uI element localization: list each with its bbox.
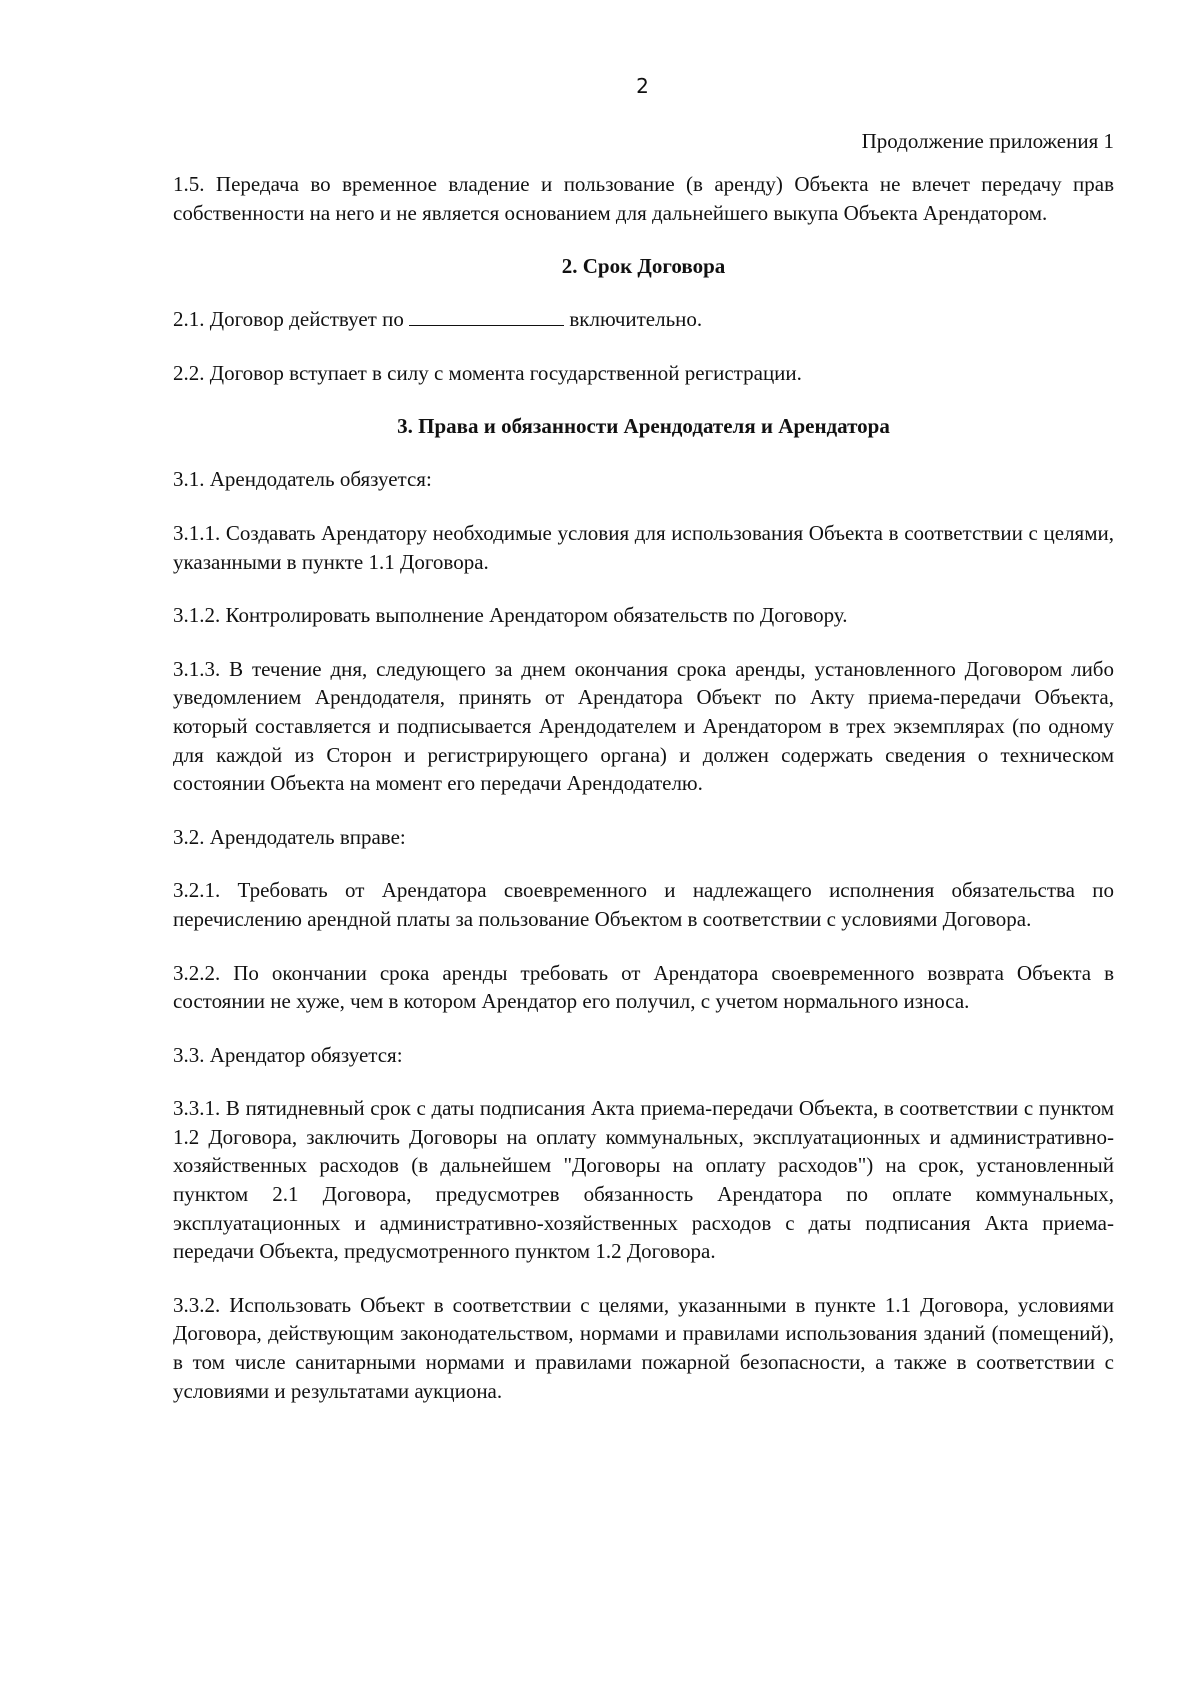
clause-3-2: 3.2. Арендодатель вправе: — [173, 824, 406, 849]
clause-3-1-1: 3.1.1. Создавать Арендатору необходимые условия для использования Объекта в соответствии с целями, указанными в пункте 1.1 Договора. — [173, 520, 1114, 574]
page-number: 2 — [636, 74, 649, 98]
clause-3-3-1: 3.3.1. В пятидневный срок с даты подписания Акта приема-передачи Объекта, в соответствии с пунктом 1.2 Договора, заключить Договоры на оплату коммунальных, эксплуатационных и административно-хозяйственных расходов (в дальнейшем "Договоры на оплату расходов") на срок, установленный пунктом 2.1 Договора, предусмотрев обязанность Арендатора по оплате коммунальных, эксплуатационных и административно-хозяйственных расходов с даты подписания Акта приема-передачи Объекта, предусмотренного пунктом 1.2 Договора. — [173, 1096, 1114, 1264]
clause-3-2-2: 3.2.2. По окончании срока аренды требовать от Арендатора своевременного возврата Объекта в состоянии не хуже, чем в котором Арендатор его получил, с учетом нормального износа. — [173, 960, 1114, 1014]
clause-2-1 — [173, 305, 1114, 334]
section-heading-3: 3. Права и обязанности Арендодателя и Арендатора — [397, 414, 890, 439]
clause-3-1-2: 3.1.2. Контролировать выполнение Арендатором обязательств по Договору. — [173, 603, 848, 628]
clause-3-1: 3.1. Арендодатель обязуется: — [173, 467, 432, 492]
date-blank — [409, 305, 564, 326]
section-heading-2: 2. Срок Договора — [561, 254, 726, 279]
clause-3-3: 3.3. Арендатор обязуется: — [173, 1042, 403, 1067]
clause-1-5: 1.5. Передача во временное владение и пользование (в аренду) Объекта не влечет передачу прав собственности на него и не является основанием для дальнейшего выкупа Объекта Арендатором. — [173, 172, 1114, 225]
document-body — [173, 170, 1114, 1405]
clause-2-2: 2.2. Договор вступает в силу с момента государственной регистрации. — [173, 360, 802, 385]
continuation-note: Продолжение приложения 1 — [861, 129, 1114, 153]
clause-3-1-3: 3.1.3. В течение дня, следующего за днем окончания срока аренды, установленного Договором либо уведомлением Арендодателя, принять от Арендатора Объект по Акту приема-передачи Объекта, который составляется и подписывается Арендодателем и Арендатором в трех экземплярах (по одному для каждой из Сторон и регистрирующего органа) и должен содержать сведения о техническом состоянии Объекта на момент его передачи Арендодателю. — [173, 656, 1114, 796]
clause-3-3-2: 3.3.2. Использовать Объект в соответствии с целями, указанными в пункте 1.1 Договора, условиями Договора, действующим законодательством, нормами и правилами использования зданий (помещений), в том числе санитарными нормами и правилами пожарной безопасности, а также в соответствии с условиями и результатами аукциона. — [173, 1292, 1114, 1403]
clause-2-1-text: 2.1. Договор действует по — [173, 307, 404, 332]
clause-2-1-suffix: включительно. — [569, 307, 703, 332]
clause-3-2-1: 3.2.1. Требовать от Арендатора своевременного и надлежащего исполнения обязательства по перечислению арендной платы за пользование Объектом в соответствии с условиями Договора. — [173, 878, 1114, 931]
